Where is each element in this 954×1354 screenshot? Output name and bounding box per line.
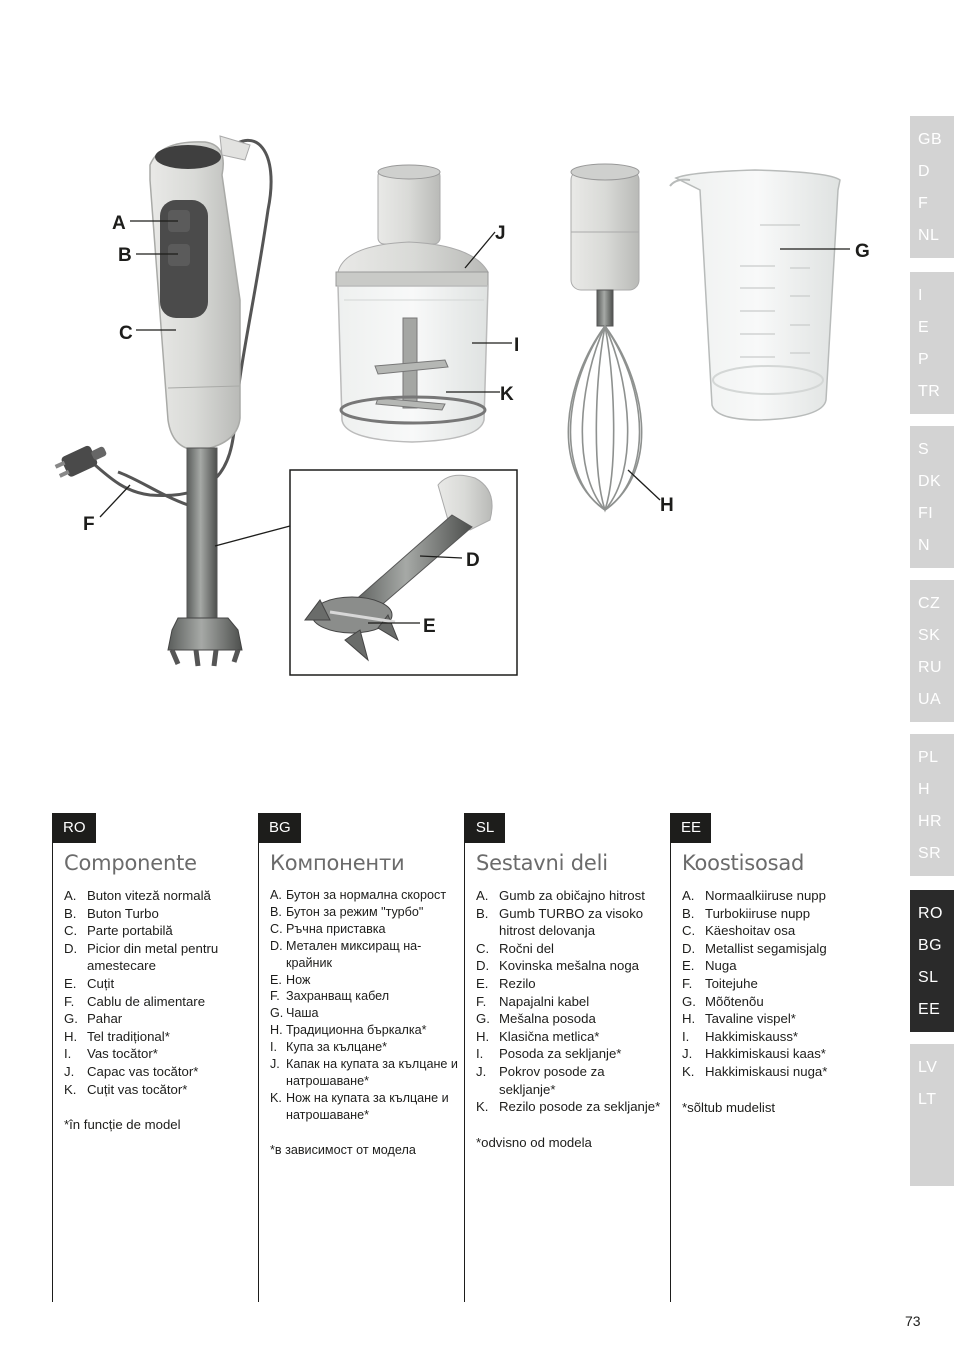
item-text: Klasična metlica*: [499, 1028, 600, 1044]
list-item: [64, 1081, 252, 1099]
item-letter: J.: [270, 1057, 280, 1072]
list-item: [270, 1022, 458, 1039]
list-item: [682, 905, 870, 923]
item-text: Cablu de alimentare: [87, 993, 206, 1009]
tab-group: [910, 890, 954, 1032]
item-letter: K.: [682, 1063, 695, 1079]
model-note: *в зависимост от модела: [270, 1142, 416, 1157]
label-b: B: [118, 245, 132, 266]
tab-group: [910, 1044, 954, 1186]
blade-detail-inset: [290, 470, 517, 675]
item-letter: F.: [64, 993, 75, 1009]
label-a: A: [112, 213, 126, 234]
item-text: Parte portabilă: [87, 923, 173, 939]
list-item: [476, 993, 664, 1011]
tab-ro[interactable]: RO: [918, 905, 943, 922]
item-text: Buton Turbo: [87, 905, 159, 921]
item-letter: H.: [682, 1011, 696, 1027]
item-text: Tel tradițional*: [87, 1028, 170, 1044]
list-item: [270, 988, 458, 1005]
list-item: [270, 1090, 458, 1124]
list-item: [476, 940, 664, 958]
column-bg: [258, 813, 458, 1302]
list-item: [476, 975, 664, 993]
item-text: Традиционна бъркалка*: [286, 1023, 427, 1038]
column-ro: [52, 813, 252, 1302]
item-letter: J.: [64, 1063, 75, 1079]
item-text: Ръчна приставка: [286, 921, 386, 936]
list-item: [270, 1039, 458, 1056]
label-c: C: [119, 323, 133, 344]
item-text: Pokrov posode za sekljanje*: [499, 1063, 605, 1097]
item-text: Купа за кълцане*: [286, 1040, 388, 1055]
item-text: Metallist segamisjalg: [705, 940, 827, 956]
tab-group: [910, 116, 954, 258]
item-letter: F.: [476, 993, 487, 1009]
component-list: [64, 887, 252, 1134]
item-letter: G.: [270, 1006, 284, 1021]
list-item: [64, 1010, 252, 1028]
list-item: [682, 1010, 870, 1028]
tab-i[interactable]: I: [918, 287, 923, 304]
model-note: *în funcție de model: [64, 1117, 181, 1133]
model-note: *odvisno od modela: [476, 1134, 592, 1150]
tab-f[interactable]: F: [918, 195, 929, 212]
tab-pl[interactable]: PL: [918, 749, 939, 766]
item-text: Бутон за режим "турбо": [286, 904, 424, 919]
item-text: Чаша: [286, 1006, 319, 1021]
language-badge: EE: [671, 813, 711, 843]
tab-bg[interactable]: BG: [918, 937, 943, 954]
item-letter: A.: [476, 888, 489, 903]
tab-d[interactable]: D: [918, 163, 931, 180]
item-letter: A.: [682, 888, 695, 903]
tab-group: [910, 734, 954, 876]
item-text: Pahar: [87, 1011, 123, 1027]
item-text: Mešalna posoda: [499, 1011, 596, 1027]
item-text: Posoda za sekljanje*: [499, 1046, 622, 1062]
item-letter: E.: [682, 958, 695, 974]
list-item: [64, 887, 252, 905]
list-item: [682, 1063, 870, 1081]
tab-ua[interactable]: UA: [918, 691, 942, 708]
column-title: Компоненти: [270, 851, 405, 875]
tab-ru[interactable]: RU: [918, 659, 943, 676]
item-text: Нож на купата за кълцане и натрошаване*: [286, 1090, 449, 1122]
item-letter: G.: [64, 1011, 78, 1027]
list-item: [682, 940, 870, 958]
item-letter: D.: [64, 940, 78, 956]
item-text: Ročni del: [499, 940, 554, 956]
tab-p[interactable]: P: [918, 351, 930, 368]
item-text: Cuțit vas tocător*: [87, 1081, 188, 1097]
label-j: J: [495, 223, 506, 244]
item-letter: K.: [270, 1090, 282, 1105]
list-item: [682, 887, 870, 905]
item-letter: E.: [64, 975, 77, 991]
item-text: Gumb TURBO za visoko hitrost delovanja: [499, 905, 644, 939]
tab-n[interactable]: N: [918, 537, 931, 554]
tab-sr[interactable]: SR: [918, 845, 942, 862]
tab-ee[interactable]: EE: [918, 1001, 941, 1018]
item-text: Nuga: [705, 958, 737, 974]
item-text: Napajalni kabel: [499, 993, 590, 1009]
list-item: [476, 1028, 664, 1046]
list-item: [682, 1045, 870, 1063]
list-item: [682, 1028, 870, 1046]
tab-group: [910, 272, 954, 414]
tab-e[interactable]: E: [918, 319, 930, 336]
language-badge: BG: [259, 813, 301, 843]
item-text: Rezilo: [499, 975, 536, 991]
item-text: Normaalkiiruse nupp: [705, 888, 826, 903]
list-item: [682, 975, 870, 993]
tab-tr[interactable]: TR: [918, 383, 941, 400]
item-letter: B.: [270, 904, 282, 919]
item-text: Vas tocător*: [87, 1046, 158, 1062]
list-item: [64, 922, 252, 940]
list-item: [64, 905, 252, 923]
item-text: Захранващ кабел: [286, 989, 390, 1004]
model-note: *sõltub mudelist: [682, 1099, 776, 1115]
item-letter: B.: [476, 905, 489, 921]
item-letter: B.: [682, 905, 695, 921]
item-text: Cuțit: [87, 975, 115, 991]
item-letter: C.: [682, 923, 696, 939]
list-item: [270, 887, 458, 904]
item-letter: J.: [476, 1063, 487, 1079]
item-text: Toitejuhe: [705, 975, 758, 991]
item-text: Mõõtenõu: [705, 993, 764, 1009]
item-letter: E.: [270, 972, 282, 987]
label-i: I: [514, 335, 520, 356]
list-item: [64, 1063, 252, 1081]
item-letter: G.: [476, 1011, 490, 1027]
list-item: [476, 1063, 664, 1098]
item-text: Gumb za običajno hitrost: [499, 888, 645, 903]
component-list: [270, 887, 458, 1159]
label-h: H: [660, 495, 674, 516]
tab-h[interactable]: H: [918, 781, 931, 798]
column-title: Componente: [64, 851, 197, 875]
item-text: Capac vas tocător*: [87, 1063, 199, 1079]
item-letter: C.: [270, 921, 283, 936]
page-number: 73: [905, 1313, 921, 1329]
item-text: Buton viteză normală: [87, 888, 211, 903]
item-letter: D.: [476, 958, 490, 974]
tab-nl[interactable]: NL: [918, 227, 940, 244]
label-f: F: [83, 514, 95, 535]
list-item: [476, 905, 664, 940]
list-item: [682, 993, 870, 1011]
list-item: [270, 904, 458, 921]
item-letter: I.: [682, 1028, 690, 1044]
hand-blender: [150, 136, 250, 666]
item-letter: C.: [476, 940, 490, 956]
list-item: [476, 887, 664, 905]
list-item: [476, 1098, 664, 1116]
item-letter: A.: [64, 888, 77, 903]
tab-group: [910, 426, 954, 568]
list-item: [64, 975, 252, 993]
language-badge: SL: [465, 813, 505, 843]
item-letter: K.: [476, 1099, 489, 1115]
column-ee: [670, 813, 870, 1302]
label-d: D: [466, 550, 480, 571]
item-letter: D.: [270, 938, 283, 953]
item-text: Hakkimiskauss*: [705, 1028, 799, 1044]
tab-sl[interactable]: SL: [918, 969, 939, 986]
whisk: [568, 164, 641, 510]
list-item: [64, 1028, 252, 1046]
item-letter: H.: [476, 1028, 490, 1044]
list-item: [64, 940, 252, 975]
item-letter: I.: [476, 1046, 484, 1062]
item-letter: J.: [682, 1046, 693, 1062]
item-text: Käeshoitav osa: [705, 923, 796, 939]
item-text: Rezilo posode za sekljanje*: [499, 1099, 661, 1115]
label-g: G: [855, 241, 870, 262]
tab-cz[interactable]: CZ: [918, 595, 941, 612]
item-letter: G.: [682, 993, 696, 1009]
component-list: [682, 887, 870, 1116]
item-text: Kovinska mešalna noga: [499, 958, 640, 974]
measuring-beaker: [670, 170, 840, 420]
tab-sk[interactable]: SK: [918, 627, 941, 644]
column-sl: [464, 813, 664, 1302]
tab-s[interactable]: S: [918, 441, 930, 458]
item-text: Метален миксиращ на-крайник: [286, 938, 422, 970]
list-item: [476, 1010, 664, 1028]
list-item: [64, 1045, 252, 1063]
item-text: Нож: [286, 972, 311, 987]
item-letter: K.: [64, 1081, 77, 1097]
item-letter: H.: [270, 1023, 283, 1038]
component-list: [476, 887, 664, 1151]
tab-fi[interactable]: FI: [918, 505, 934, 522]
item-text: Picior din metal pentru amestecare: [87, 940, 219, 974]
list-item: [64, 993, 252, 1011]
list-item: [270, 972, 458, 989]
item-letter: A.: [270, 888, 282, 902]
item-letter: F.: [270, 989, 280, 1004]
item-text: Hakkimiskausi nuga*: [705, 1063, 828, 1079]
item-text: Бутон за нормална скорост: [286, 888, 447, 902]
list-item: [476, 957, 664, 975]
item-text: Turbokiiruse nupp: [705, 905, 811, 921]
item-letter: D.: [682, 940, 696, 956]
label-k: K: [500, 384, 514, 405]
list-item: [270, 1005, 458, 1022]
list-item: [270, 1056, 458, 1090]
list-item: [476, 1045, 664, 1063]
item-text: Tavaline vispel*: [705, 1011, 796, 1027]
item-text: Капак на купата за кълцане и натрошаване*: [286, 1057, 458, 1088]
item-letter: C.: [64, 923, 78, 939]
item-letter: I.: [64, 1046, 72, 1062]
language-badge: RO: [53, 813, 96, 843]
tab-group: [910, 580, 954, 722]
label-e: E: [423, 616, 436, 637]
list-item: [682, 957, 870, 975]
list-item: [682, 922, 870, 940]
chopper-bowl: [336, 165, 488, 442]
tab-gb[interactable]: GB: [918, 131, 943, 148]
item-letter: I.: [270, 1040, 277, 1055]
item-text: Hakkimiskausi kaas*: [705, 1046, 826, 1062]
item-letter: F.: [682, 975, 693, 991]
column-title: Sestavni deli: [476, 851, 608, 875]
list-item: [270, 921, 458, 938]
list-item: [270, 938, 458, 972]
item-letter: E.: [476, 975, 489, 991]
item-letter: B.: [64, 905, 77, 921]
column-title: Koostisosad: [682, 851, 805, 875]
tab-lt[interactable]: LT: [918, 1091, 937, 1108]
item-letter: H.: [64, 1028, 78, 1044]
tab-hr[interactable]: HR: [918, 813, 943, 830]
tab-dk[interactable]: DK: [918, 473, 942, 490]
tab-lv[interactable]: LV: [918, 1059, 938, 1076]
